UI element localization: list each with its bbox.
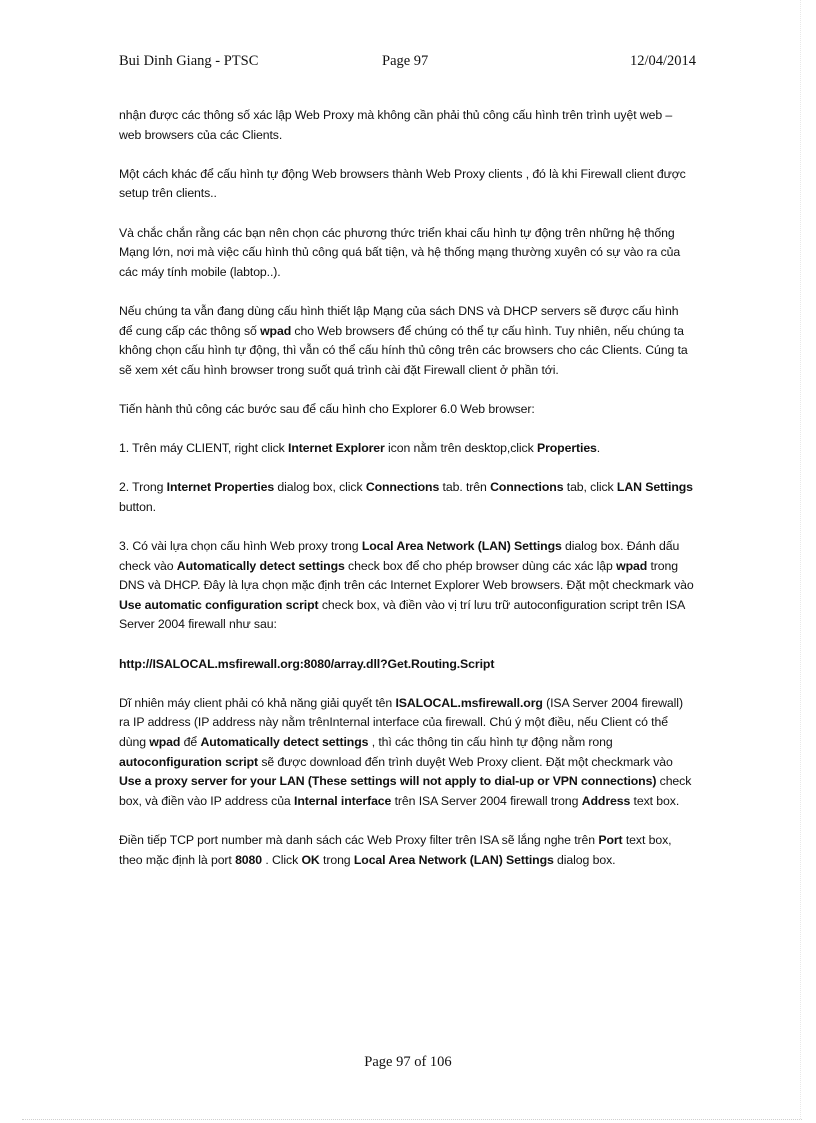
- text-run: check box để cho phép browser dùng các xác lập: [344, 558, 617, 573]
- text-run: , thì các thông tin cấu hình tự động nằm rong: [368, 735, 613, 749]
- paragraph: [119, 478, 694, 517]
- bold-text: Connections: [365, 480, 440, 495]
- bold-text: Automatically detect settings: [176, 558, 345, 573]
- text-run: dialog box, click: [274, 480, 366, 495]
- paragraph: [119, 302, 694, 380]
- bold-text: wpad: [260, 323, 292, 338]
- text-run: (ISA Server 2004 firewall) ra IP address (IP address này nằm trênInternal interface của firewall. Chú ý một điều, nếu Client có thể dùng: [119, 695, 683, 749]
- bold-text: http://ISALOCAL.msfirewall.org:8080/array.dll?Get.Routing.Script: [119, 656, 495, 671]
- bold-text: Address: [581, 793, 631, 808]
- text-run: icon nằm trên desktop,click: [384, 441, 537, 456]
- document-body: [119, 106, 694, 890]
- paragraph: [119, 165, 694, 204]
- text-run: check box, và điền vào vị trí lưu trữ autoconfiguration script trên ISA Server 2004 firewall như sau:: [119, 597, 685, 632]
- bold-text: Local Area Network (LAN) Settings: [353, 852, 554, 867]
- bold-text: Use a proxy server for your LAN (These settings will not apply to dial-up or VPN connections): [119, 774, 657, 789]
- bold-text: Internet Explorer: [288, 441, 385, 456]
- header-page-number: Page 97: [382, 53, 429, 69]
- text-run: check box, và điền vào IP address của: [119, 774, 692, 808]
- bold-text: Local Area Network (LAN) Settings: [361, 539, 562, 554]
- text-run: trong: [319, 852, 354, 867]
- text-run: .: [596, 441, 601, 456]
- header-date: 12/04/2014: [629, 53, 696, 69]
- text-run: button.: [119, 499, 156, 514]
- text-run: Nếu chúng ta vẫn đang dùng cấu hình thiết lập Mạng của sách DNS và DHCP servers sẽ được cấu hình để cung cấp các thông số: [119, 303, 679, 338]
- paragraph: [119, 106, 694, 145]
- text-run: Và chắc chắn rằng các bạn nên chọn các phương thức triển khai cấu hình tự động trên những hệ thống Mạng lớn, nơi mà việc cấu hình thủ công quá bất tiện, và hệ thống mạng thường xuyên có sự vào ra của các máy tính mobile (labtop..).: [119, 225, 681, 279]
- text-run: nhận được các thông số xác lập Web Proxy mà không cần phải thủ công cấu hình trên trình uyệt web –web browsers của các Clients.: [119, 108, 673, 142]
- paragraph: [119, 439, 694, 459]
- bold-text: 8080: [235, 852, 263, 867]
- page-right-edge: [800, 0, 801, 1119]
- paragraph: [119, 694, 694, 812]
- text-run: dialog box.: [553, 852, 616, 867]
- page-footer: Page 97 of 106: [364, 1054, 452, 1070]
- text-run: sẽ được download đến trình duyệt Web Proxy client. Đặt một checkmark vào: [258, 754, 673, 769]
- bold-text: Properties: [536, 441, 597, 456]
- bold-text: Use automatic configuration script: [119, 597, 319, 612]
- text-run: tab. trên: [439, 480, 491, 495]
- paragraph: [119, 831, 694, 870]
- paragraph: [119, 655, 694, 675]
- page-header: [119, 53, 696, 73]
- bold-text: Internal interface: [294, 793, 392, 808]
- bold-text: autoconfiguration script: [119, 754, 259, 769]
- bold-text: Port: [598, 832, 623, 847]
- text-run: trên ISA Server 2004 firewall trong: [391, 793, 582, 808]
- bold-text: wpad: [149, 735, 181, 749]
- text-run: Một cách khác để cấu hình tự động Web browsers thành Web Proxy clients , đó là khi Firewall client được setup trên clients..: [119, 166, 686, 201]
- text-run: 2. Trong: [119, 480, 167, 495]
- text-run: để: [180, 735, 201, 749]
- bold-text: Internet Properties: [166, 480, 275, 495]
- bold-text: Connections: [490, 480, 564, 495]
- text-run: 3. Có vài lựa chọn cấu hình Web proxy trong: [119, 539, 362, 554]
- text-run: text box.: [630, 793, 680, 808]
- bold-text: ISALOCAL.msfirewall.org: [395, 695, 543, 710]
- text-run: tab, click: [563, 480, 617, 495]
- text-run: Tiến hành thủ công các bước sau để cấu hình cho Explorer 6.0 Web browser:: [119, 401, 535, 416]
- bold-text: Automatically detect settings: [200, 735, 369, 749]
- paragraph: [119, 400, 694, 420]
- text-run: Dĩ nhiên máy client phải có khả năng giải quyết tên: [119, 695, 396, 710]
- text-run: 1. Trên máy CLIENT, right click: [119, 441, 289, 456]
- bold-text: OK: [301, 852, 320, 867]
- text-run: Điền tiếp TCP port number mà danh sách các Web Proxy filter trên ISA sẽ lắng nghe trên: [119, 832, 599, 847]
- text-run: text box, theo mặc định là port: [119, 832, 672, 867]
- page-bottom-edge: [22, 1119, 802, 1120]
- text-run: . Click: [262, 852, 302, 867]
- bold-text: wpad: [616, 558, 648, 573]
- text-run: dialog box. Đánh dấu check vào: [119, 539, 680, 573]
- header-author: Bui Dinh Giang - PTSC: [119, 53, 259, 69]
- paragraph: [119, 224, 694, 283]
- text-run: trong DNS và DHCP. Đây là lựa chọn mặc định trên các Internet Explorer Web browsers. Đặt một checkmark vào: [119, 558, 694, 593]
- paragraph: [119, 537, 694, 635]
- bold-text: LAN Settings: [616, 480, 693, 495]
- text-run: cho Web browsers để chúng có thể tự cấu hình. Tuy nhiên, nếu chúng ta không chọn cấu hình tự động, thì vẫn có thể cấu hính thủ công trên các browsers cho các Clients. Cúng ta sẽ xem xét cấu hình browser trong suốt quá trình cài đặt Firewall client ở phần tới.: [119, 323, 688, 377]
